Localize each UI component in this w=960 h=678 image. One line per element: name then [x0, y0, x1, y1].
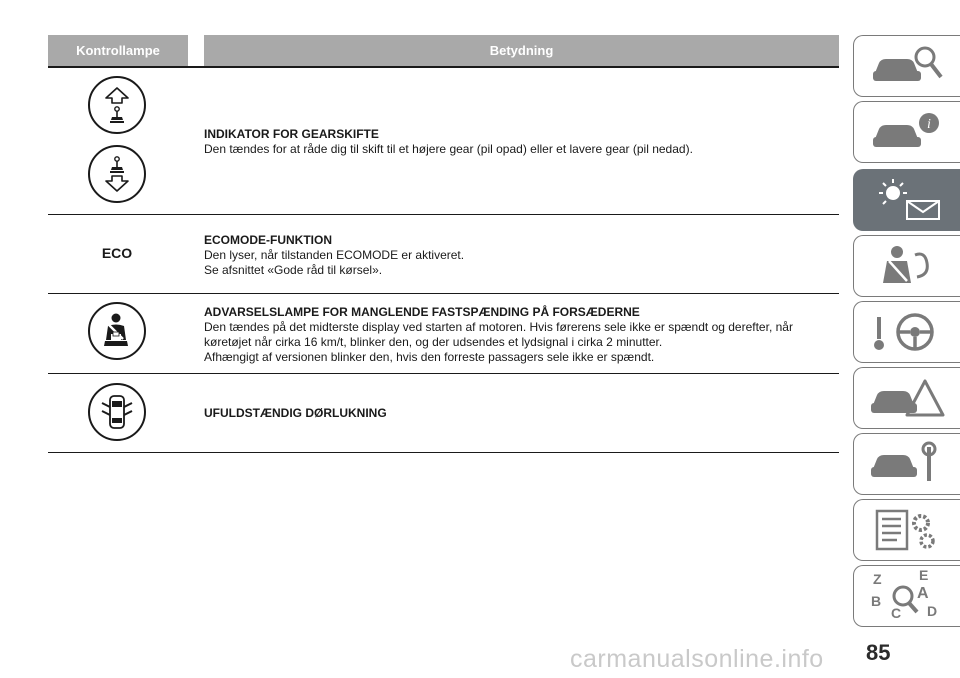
row-line: Den lyser, når tilstanden ECOMODE er aktiveret. [204, 248, 465, 262]
car-maintenance-icon [867, 441, 947, 487]
row-line: Se afsnittet «Gode råd til kørsel». [204, 263, 383, 277]
row-title: INDIKATOR FOR GEARSKIFTE [204, 127, 379, 141]
door-open-icon [88, 383, 146, 441]
row-text-cell [204, 127, 834, 157]
row-divider [48, 452, 839, 453]
row-title: UFULDSTÆNDIG DØRLUKNING [204, 406, 387, 420]
tab-warning-lights[interactable] [853, 169, 960, 231]
svg-text:Z: Z [873, 571, 882, 587]
steering-wheel-icon [867, 309, 947, 355]
table-row [48, 374, 839, 452]
tab-car-info[interactable] [853, 101, 960, 163]
row-text-cell [204, 305, 834, 365]
tab-emergency[interactable] [853, 367, 960, 429]
tab-car-search[interactable] [853, 35, 960, 97]
seat-belt-icon [88, 302, 146, 360]
car-emergency-icon [867, 375, 947, 421]
row-line: Den tændes for at råde dig til skift til et højere gear (pil opad) eller et lavere gear (pil nedad). [204, 142, 693, 156]
table-row [48, 215, 839, 293]
watermark: carmanualsonline.info [570, 645, 824, 673]
row-title: ECOMODE-FUNKTION [204, 233, 332, 247]
car-info-icon [867, 109, 947, 155]
header-meaning: Betydning [204, 35, 839, 66]
svg-text:A: A [917, 585, 929, 602]
eco-icon-label: ECO [101, 245, 133, 261]
tab-index[interactable] [853, 565, 960, 627]
tab-safety[interactable] [853, 235, 960, 297]
row-line: køretøjet når cirka 16 km/t, blinker den, og der udsendes et lydsignal i cirka 2 minutter. [204, 335, 663, 349]
svg-text:D: D [927, 603, 938, 619]
row-text-cell [204, 406, 834, 421]
row-text-cell [204, 233, 834, 278]
technical-data-icon [867, 507, 947, 553]
car-search-icon [867, 43, 947, 89]
gear-shift-up-icon [88, 76, 146, 134]
warning-light-message-icon [867, 177, 947, 223]
table-header [48, 35, 839, 66]
svg-text:B: B [871, 593, 882, 609]
row-line: Den tændes på det midterste display ved starten af motoren. Hvis førerens sele ikke er spændt og derefter, når [204, 320, 793, 334]
eco-mode-icon [88, 245, 146, 263]
header-lamp: Kontrollampe [48, 35, 188, 66]
tab-starting-driving[interactable] [853, 301, 960, 363]
tab-maintenance[interactable] [853, 433, 960, 495]
alphabetical-index-icon [867, 568, 947, 624]
safety-airbag-icon [867, 243, 947, 289]
gear-shift-down-icon [88, 145, 146, 203]
svg-text:i: i [927, 117, 931, 132]
svg-text:C: C [891, 605, 902, 621]
page-number: 85 [866, 640, 891, 665]
tab-technical-data[interactable] [853, 499, 960, 561]
svg-text:E: E [919, 568, 929, 583]
table-row [48, 68, 839, 214]
row-line: Afhængigt af versionen blinker den, hvis den forreste passagers sele ikke er spændt. [204, 350, 655, 364]
row-title: ADVARSELSLAMPE FOR MANGLENDE FASTSPÆNDING PÅ FORSÆDERNE [204, 305, 640, 319]
table-row [48, 294, 839, 373]
